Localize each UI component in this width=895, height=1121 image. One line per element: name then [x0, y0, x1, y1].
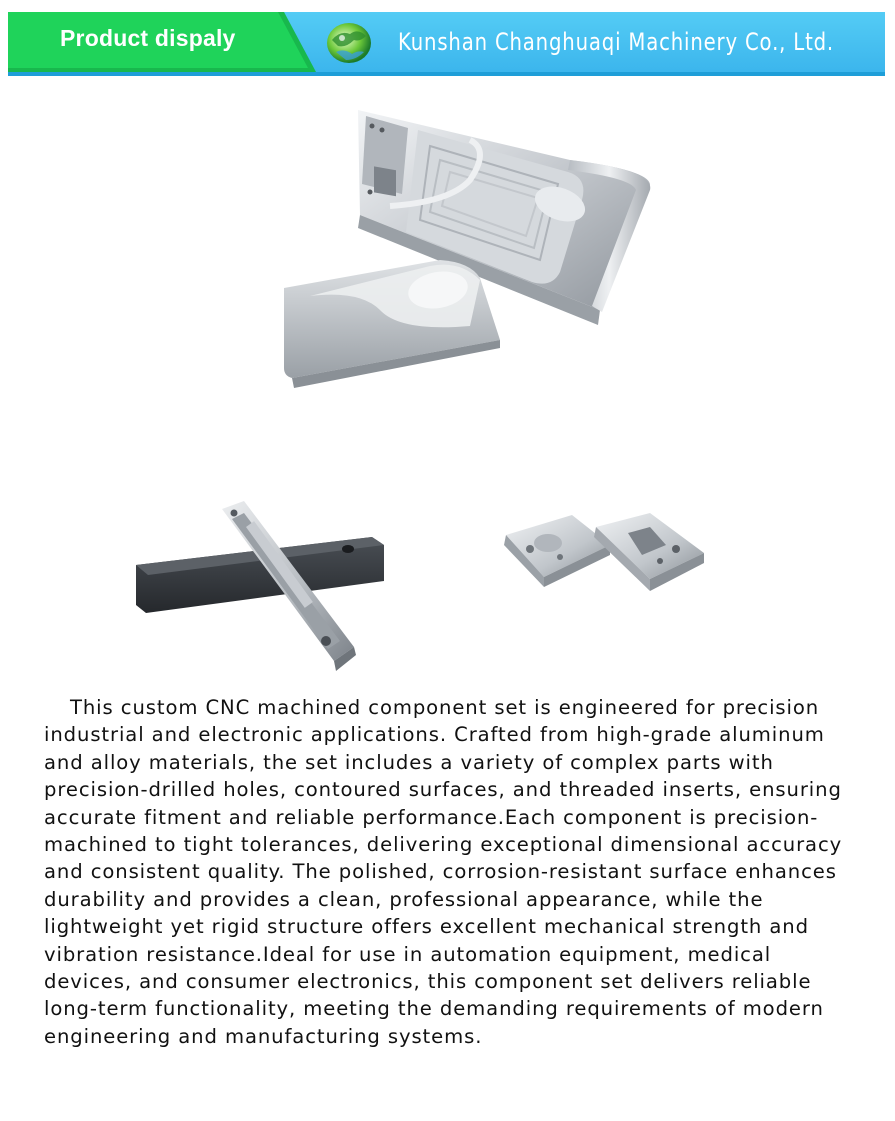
- header-banner: [8, 12, 885, 76]
- product-photo-small-blocks: [500, 505, 710, 600]
- product-description: This custom CNC machined component set is engineered for precision industrial and electronic applications. Crafted from high-grade aluminum and alloy materials, the set includes a variety of complex parts with precision-drilled holes, contoured surfaces, and threaded inserts, ensuring accurate fitment and reliable performance.Each component is precision-machined to tight tolerances, delivering exceptional dimensional accuracy and consistent quality. The polished, corrosion-resistant surface enhances durability and provides a clean, professional appearance, while the lightweight yet rigid structure offers excellent mechanical strength and vibration resistance.Ideal for use in automation equipment, medical devices, and consumer electronics, this component set delivers reliable long-term functionality, meeting the demanding requirements of modern engineering and manufacturing systems.: [44, 696, 843, 1048]
- product-photo-crossed-bars: [128, 495, 388, 680]
- banner-bottom-strip: [8, 72, 885, 76]
- section-title: Product dispaly: [60, 25, 236, 51]
- globe-logo-icon: [324, 20, 374, 66]
- company-name: Kunshan Changhuaqi Machinery Co., Ltd.: [398, 28, 835, 56]
- product-photo-enclosure: [270, 100, 660, 390]
